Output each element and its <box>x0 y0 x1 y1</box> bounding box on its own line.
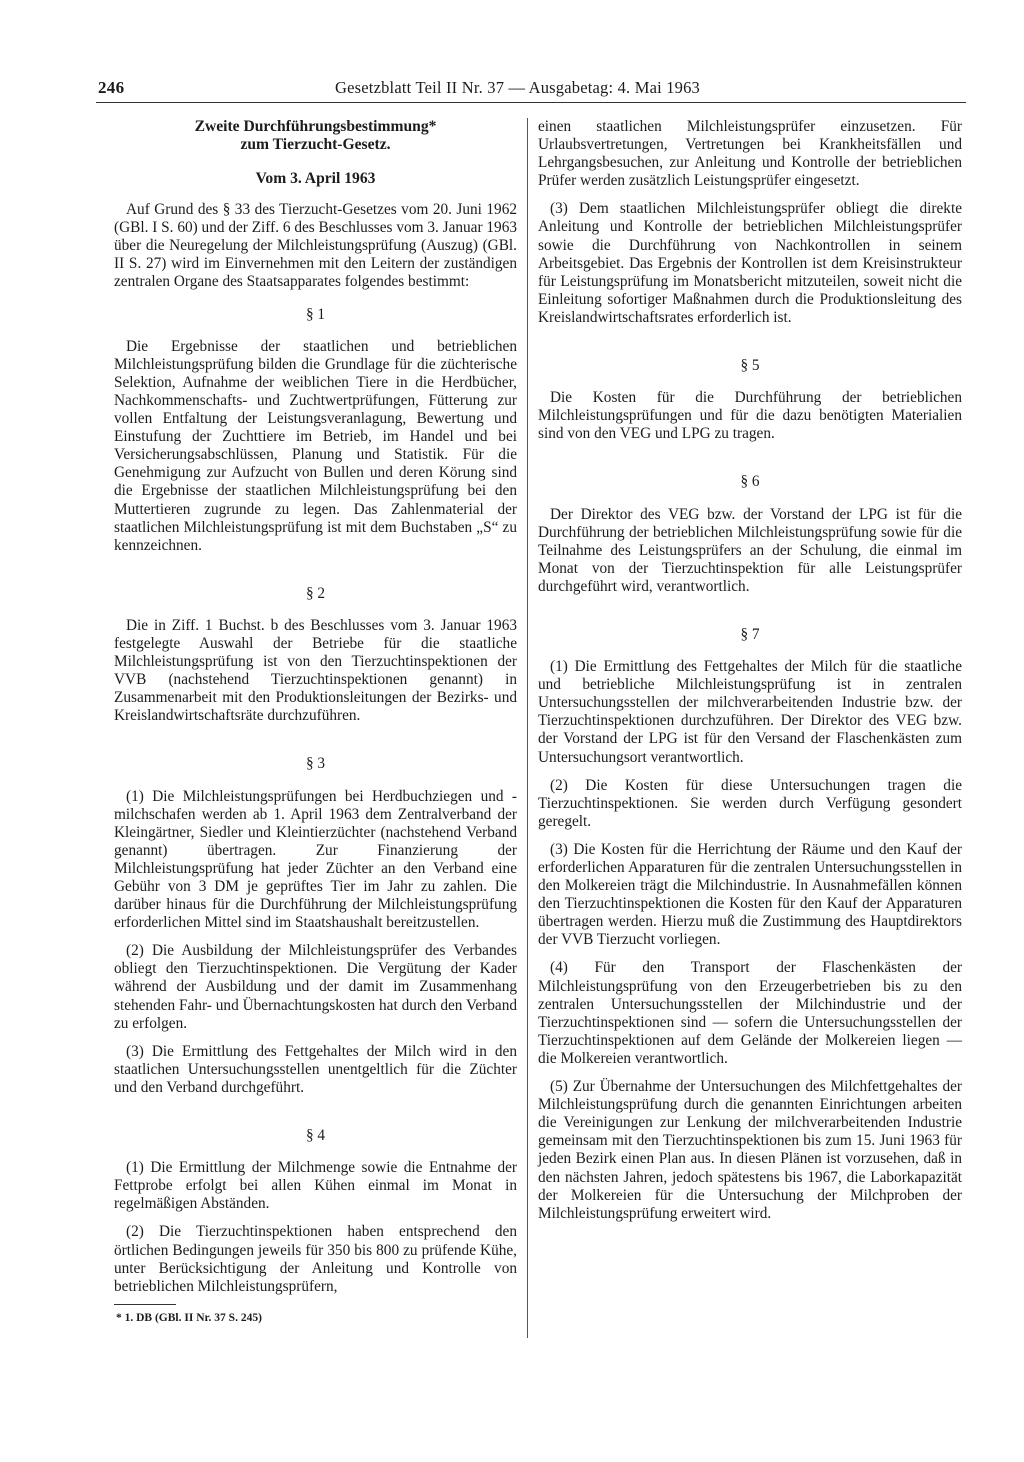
section-7-paragraph-1: (1) Die Ermittlung des Fettgehaltes der Milch für die staatliche und betriebliche Milchleistungsprüfung ist in zentralen Untersuchungsstellen der milchverarbeitenden Industrie bzw. der Tierzuchtinspektionen durchzuführen. Der Direktor des VEG bzw. der Vorstand der LPG ist für den Versand der Flaschenkästen zum Untersuchungsort verantwortlich. <box>538 658 962 766</box>
document-date: Vom 3. April 1963 <box>255 170 376 187</box>
section-2-heading: § 2 <box>305 584 326 602</box>
section-7-heading: § 7 <box>740 625 760 643</box>
section-7-paragraph-3: (3) Die Kosten für die Herrichtung der Räume und den Kauf der erforderlichen Apparaturen für die zentralen Untersuchungsstellen in den Molkereien trägt die Milchindustrie. In Ausnahmefällen können den Tierzuchtinspektionen die Kosten für den Kauf der Apparaturen übertragen werden. Hierzu muß die Zustimmung des Hauptdirektors der VVB Tierzucht vorliegen. <box>538 840 962 949</box>
section-7-paragraph-5: (5) Zur Übernahme der Untersuchungen des Milchfettgehaltes der Milchleistungsprüfung durch die genannten Einrichtungen arbeiten die Vereinigungen zur Lenkung der milchverarbeitenden Industrie gemeinsam mit den Tierzuchtinspektionen bis zum 15. Juni 1963 für jeden Bezirk einen Plan aus. In diesen Plänen ist vorzusehen, daß in den nächsten Jahren, jedoch spätestens bis 1967, die Laborkapazität der Molkereien für die Untersuchung der Milchproben der Milchleistungsprüfung erweitert wird. <box>538 1078 962 1222</box>
section-1-heading: § 1 <box>305 305 326 323</box>
section-1-text: Die Ergebnisse der staatlichen und betrieblichen Milchleistungsprüfung bilden die Grundlage für die züchterische Selektion, Aufnahme der weiblichen Tiere in die Herdbücher, Nachkommenschafts- und Zuchtwertprüfungen, Fütterung zur vollen Entfaltung der Leistungsveranlagung, Bewertung und Einstufung der Zuchttiere im Betrieb, im Handel und bei Versicherungsabschlüssen, Planung und Statistik. Für die Genehmigung zur Aufzucht von Bullen und deren Körung sind die Ergebnisse der staatlichen Milchleistungsprüfung bei den Muttertieren zugrunde zu legen. Das Zahlenmaterial der staatlichen Milchleistungsprüfung ist mit dem Buchstaben „S“ zu kennzeichnen. <box>114 337 517 554</box>
column-divider <box>527 118 528 1338</box>
page-number: 246 <box>98 78 125 97</box>
document-title: Zweite Durchführungsbestimmung* <box>194 118 437 135</box>
right-column <box>538 118 962 1223</box>
section-4-paragraph-2: (2) Die Tierzuchtinspektionen haben entsprechend den örtlichen Bedingungen jeweils für 350 bis 800 zu prüfende Kühe, unter Berücksichtigung der Anleitung und Kontrolle von betrieblichen Milchleistungsprüfern, <box>114 1223 517 1295</box>
section-4-continuation: einen staatlichen Milchleistungsprüfer einzusetzen. Für Urlaubsvertretungen, Vertretungen bei Krankheitsfällen und Lehrgangsbesuchen, zur Anleitung und Kontrolle der betrieblichen Prüfer werden zusätzlich Leistungsprüfer eingesetzt. <box>538 118 962 190</box>
section-5-heading: § 5 <box>740 357 760 375</box>
left-column <box>114 118 517 1327</box>
section-6-heading: § 6 <box>740 473 760 491</box>
section-3-paragraph-1: (1) Die Milchleistungsprüfungen bei Herdbuchziegen und -milchschafen werden ab 1. April 1963 dem Zentralverband der Kleingärtner, Siedler und Kleintierzüchter (nachstehend Verband genannt) übertragen. Zur Finanzierung der Milchleistungsprüfung hat jeder Züchter an den Verband eine Gebühr von 3 DM je geprüftes Tier im Jahr zu zahlen. Die darüber hinaus für die Durchführung der Milchleistungsprüfung erforderlichen Mittel sind im Staatshaushalt bereitzustellen. <box>114 787 517 932</box>
section-3-paragraph-2: (2) Die Ausbildung der Milchleistungsprüfer des Verbandes obliegt den Tierzuchtinspektionen. Die Vergütung der Kader während der Ausbildung und der damit im Zusammenhang stehenden Fahr- und Übernachtungskosten hat durch den Verband zu erfolgen. <box>114 942 517 1032</box>
section-3-heading: § 3 <box>305 755 326 773</box>
section-7-paragraph-2: (2) Die Kosten für diese Untersuchungen tragen die Tierzuchtinspektionen. Sie werden durch Verfügung gesondert geregelt. <box>538 776 962 830</box>
section-4-paragraph-1: (1) Die Ermittlung der Milchmenge sowie die Entnahme der Fettprobe erfolgt bei allen Kühen einmal im Monat in regelmäßigen Abständen. <box>114 1159 517 1213</box>
header-rule <box>96 102 966 103</box>
section-2-text: Die in Ziff. 1 Buchst. b des Beschlusses vom 3. Januar 1963 festgelegte Auswahl der Betriebe für die staatliche Milchleistungsprüfung ist von den Tierzuchtinspektionen der VVB (nachstehend Tierzuchtinspektionen genannt) in Zusammenarbeit mit den Produktionsleitungen der Bezirks- und Kreislandwirtschaftsräte durchzuführen. <box>114 616 517 725</box>
preamble-paragraph: Auf Grund des § 33 des Tierzucht-Gesetzes vom 20. Juni 1962 (GBl. I S. 60) und der Ziff. 6 des Beschlusses vom 3. Januar 1963 über die Neuregelung der Milchleistungsprüfung (Auszug) (GBl. II S. 27) wird im Einvernehmen mit den Leitern der zuständigen zentralen Organe des Staatsapparates folgendes bestimmt: <box>114 201 517 291</box>
footnote: * 1. DB (GBl. II Nr. 37 S. 245) <box>116 1311 262 1324</box>
section-4-heading: § 4 <box>305 1127 326 1145</box>
section-6-text: Der Direktor des VEG bzw. der Vorstand der LPG ist für die Durchführung der betrieblichen Milchleistungsprüfung sowie für die Teilnahme des Leistungsprüfers an der Schulung, die einmal im Monat von der Tierzuchtinspektion für alle Leistungsprüfer durchgeführt wird, verantwortlich. <box>538 505 962 595</box>
running-header: Gesetzblatt Teil II Nr. 37 — Ausgabetag: 4. Mai 1963 <box>335 78 700 97</box>
footnote-rule <box>114 1304 176 1305</box>
section-4-paragraph-3: (3) Dem staatlichen Milchleistungsprüfer obliegt die direkte Anleitung und Kontrolle der betrieblichen Milchleistungsprüfer sowie die Durchführung von Nachkontrollen in seinem Arbeitsgebiet. Das Ergebnis der Kontrollen ist dem Kreisinstrukteur für Leistungsprüfung im Monatsbericht mitzuteilen, soweit nicht die Einleitung sofortiger Maßnahmen durch die Produktionsleitung des Kreislandwirtschaftsrates erforderlich ist. <box>538 200 962 326</box>
section-7-paragraph-4: (4) Für den Transport der Flaschenkästen der Milchleistungsprüfung von den Erzeugerbetrieben bis zu den zentralen Untersuchungsstellen der Milchindustrie und der Tierzuchtinspektionen sind — sofern die Untersuchungsstellen der Tierzuchtinspektionen auf dem Gelände der Molkereien liegen — die Molkereien verantwortlich. <box>538 959 962 1067</box>
document-subtitle: zum Tierzucht-Gesetz. <box>240 136 391 153</box>
section-3-paragraph-3: (3) Die Ermittlung des Fettgehaltes der Milch wird in den staatlichen Untersuchungsstellen unentgeltlich für die Züchter und den Verband durchgeführt. <box>114 1042 517 1096</box>
section-5-text: Die Kosten für die Durchführung der betrieblichen Milchleistungsprüfungen und für die dazu benötigten Materialien sind von den VEG und LPG zu tragen. <box>538 389 962 443</box>
